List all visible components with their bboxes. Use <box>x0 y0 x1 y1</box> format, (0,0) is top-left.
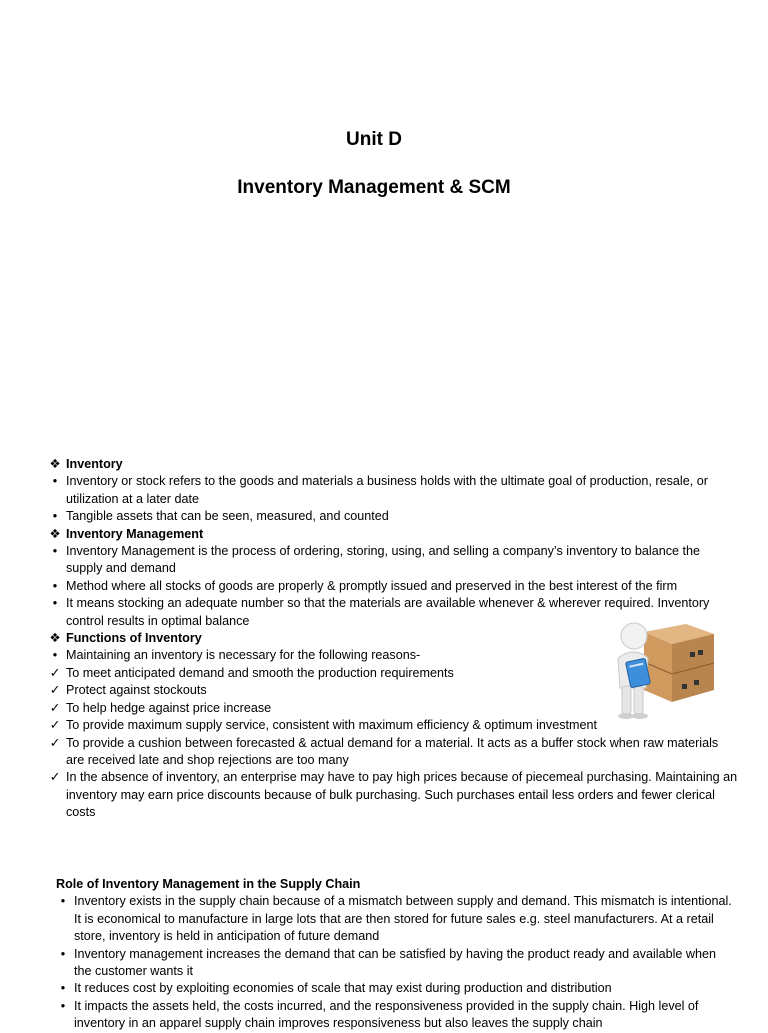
checkmark-icon: ✓ <box>49 665 61 680</box>
list-item: • Tangible assets that can be seen, measured, and counted <box>48 508 738 525</box>
list-item: • It impacts the assets held, the costs incurred, and the responsiveness provided in the supply chain. High level of inventory in an apparel supply chain improves responsiveness but also leaves the supply chain <box>56 998 736 1033</box>
section-heading-role: Role of Inventory Management in the Supply Chain <box>56 877 361 891</box>
bullet-icon: • <box>60 998 66 1013</box>
checkmark-icon: ✓ <box>49 770 61 785</box>
bullet-icon: • <box>60 894 66 909</box>
section-heading-management: ❖ Inventory Management <box>48 526 738 543</box>
checkmark-icon: ✓ <box>49 718 61 733</box>
diamond-bullet-icon: ❖ <box>49 631 61 646</box>
bullet-icon: • <box>52 648 58 663</box>
page-title: Unit D <box>346 129 402 150</box>
list-item: • Maintaining an inventory is necessary for the following reasons- <box>48 647 738 664</box>
diamond-bullet-icon: ❖ <box>49 526 61 541</box>
check-item: ✓ In the absence of inventory, an enterprise may have to pay high prices because of piecemeal purchasing. Maintaining an inventory may earn price discounts because of bulk purchasing. Such purchases entail less orders and fewer clerical costs <box>49 770 738 820</box>
bullet-icon: • <box>52 474 58 489</box>
list-item: • Method where all stocks of goods are properly & promptly issued and preserved in the best interest of the firm <box>48 578 738 595</box>
inventory-illustration <box>604 618 720 722</box>
check-item: ✓ To provide maximum supply service, consistent with maximum efficiency & optimum investment <box>48 717 738 734</box>
list-item: • It reduces cost by exploiting economies of scale that may exist during production and distribution <box>56 980 736 997</box>
bullet-icon: • <box>52 544 58 559</box>
person-icon <box>618 623 650 719</box>
bullet-icon: • <box>52 596 58 611</box>
section-heading-functions: ❖ Functions of Inventory <box>48 630 738 647</box>
list-item: • Inventory Management is the process of ordering, storing, using, and selling a company’s inventory to balance the supply and demand <box>48 543 738 578</box>
bullet-icon: • <box>60 981 66 996</box>
list-item: • Inventory management increases the demand that can be satisfied by having the product ready and available when the customer wants it <box>56 946 736 981</box>
bullet-icon: • <box>52 578 58 593</box>
boxes-icon <box>644 624 714 702</box>
list-item: • It means stocking an adequate number so that the materials are available whenever & wherever required. Inventory control results in optimal balance <box>48 595 738 630</box>
section-heading-inventory: ❖ Inventory <box>48 456 738 473</box>
checkmark-icon: ✓ <box>49 683 61 698</box>
page-subtitle: Inventory Management & SCM <box>237 177 511 198</box>
bullet-icon: • <box>52 509 58 524</box>
checkmark-icon: ✓ <box>49 700 61 715</box>
check-item: ✓ To meet anticipated demand and smooth the production requirements <box>48 665 738 682</box>
diamond-bullet-icon: ❖ <box>49 457 61 471</box>
bullet-icon: • <box>60 946 66 961</box>
list-item: • Inventory or stock refers to the goods and materials a business holds with the ultimate goal of production, resale, or utilization at a later date <box>48 473 738 508</box>
checkmark-icon: ✓ <box>49 735 61 750</box>
role-section <box>56 876 736 1033</box>
list-item: • Inventory exists in the supply chain because of a mismatch between supply and demand. This mismatch is intentional. It is economical to manufacture in large lots that are then stored for future sales e.g. steel manufacturers. At a retail store, inventory is held in anticipation of future demand <box>56 893 736 945</box>
check-item: ✓ To provide a cushion between forecasted & actual demand for a material. It acts as a buffer stock when raw materials are received late and shop rejections are too many <box>49 735 719 767</box>
check-item: ✓ To help hedge against price increase <box>48 700 738 717</box>
check-item: ✓ Protect against stockouts <box>48 682 738 699</box>
